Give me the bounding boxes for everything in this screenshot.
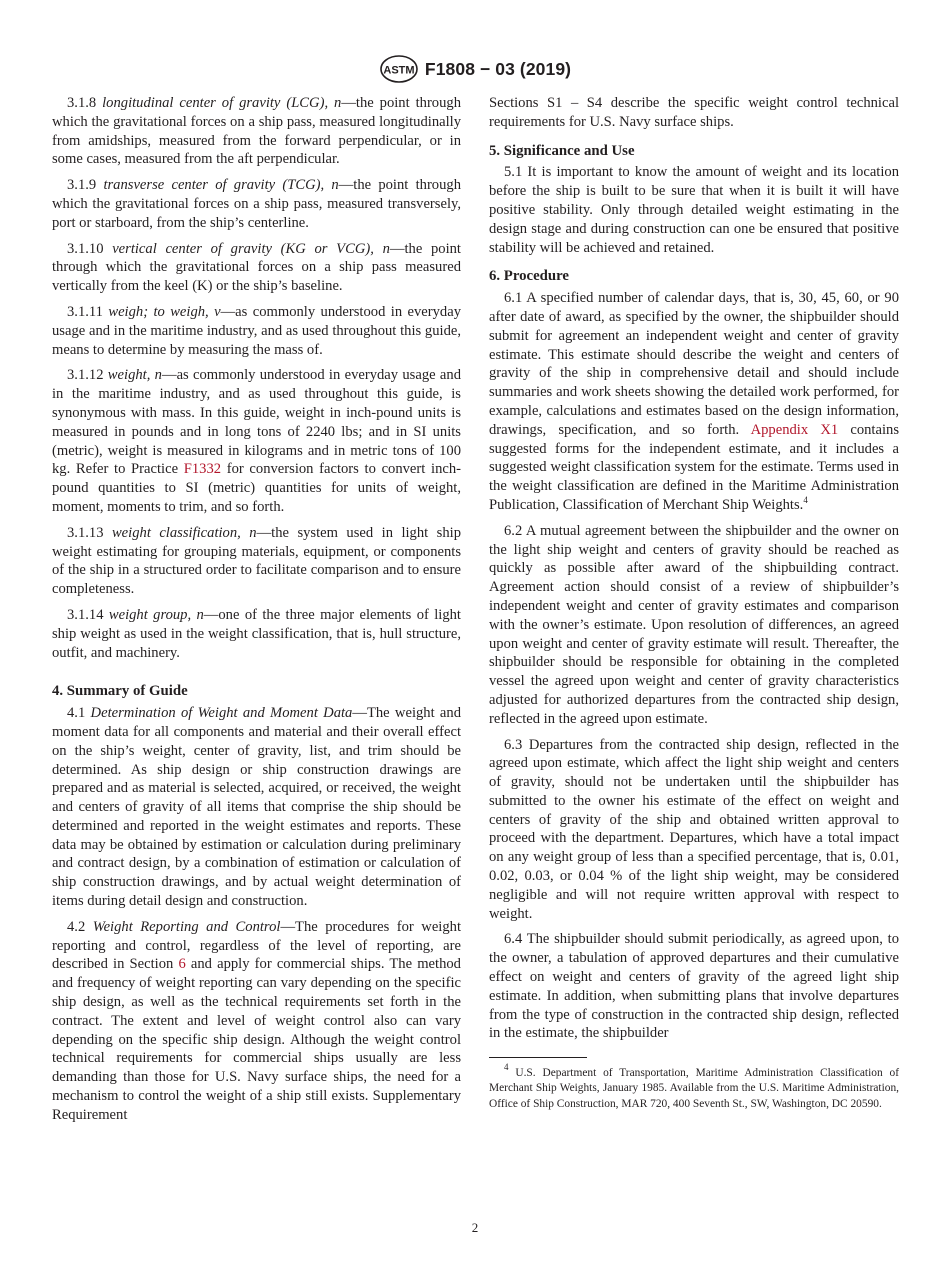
- definition-3-1-9: 3.1.9 transverse center of gravity (TCG), n—the point through which the gravitational forces on a ship pass, measured transversely, port or starboard, from the ship’s centerline.: [52, 177, 461, 231]
- section-5-heading: 5. Significance and Use: [489, 142, 635, 159]
- paragraph-6-2: 6.2 A mutual agreement between the shipbuilder and the owner on the light ship weight and centers of gravity should be reached as quickly as possible after award of the shipbuilding contract. Agreement action should consist of a review of shipbuilder’s independent weight and center of gravity estimates and comparison with the owner’s estimate. Upon resolution of differences, an agreed upon weight and center of gravity estimate will result. Thereafter, the shipbuilder should be responsible for obtaining in the completed vessel the agreed upon weight and center of gravity characteristics adjusted for authorized departures from the contracted ship design, reflected in the agreed upon estimate.: [489, 522, 899, 727]
- page-header: [0, 52, 950, 86]
- definition-3-1-13: 3.1.13 weight classification, n—the system used in light ship weight estimating for grouping materials, equipment, or components of the ship in a structured order to facilitate comparison and to ensure completeness.: [52, 524, 461, 598]
- paragraph-6-4: 6.4 The shipbuilder should submit periodically, as agreed upon, to the owner, a tabulation of approved departures and their cumulative effect on weight and centers of gravity of the agreed light ship estimate. In addition, when submitting plans that involve departures from the type of construction in the contracted ship design, reflected in the estimate, the shipbuilder: [489, 931, 899, 1042]
- footnote-divider: [489, 1057, 587, 1058]
- appendix-x1-link[interactable]: Appendix X1: [750, 421, 839, 438]
- section-4-heading: 4. Summary of Guide: [52, 683, 188, 700]
- left-column: [52, 94, 461, 1132]
- footnote-4: $^4$ U.S. Department of Transportation, Maritime Administration Classification of Merchant Ship Weights, January 1985. Available from the U.S. Maritime Administration, Office of Ship Construction, MAR 720, 400 Seventh St., SW, Washington, DC 20590.: [489, 1062, 899, 1110]
- definition-3-1-14: 3.1.14 weight group, n—one of the three major elements of light ship weight as used in the weight classification, that is, hull structure, outfit, and machinery.: [52, 606, 461, 661]
- page-number: 2: [471, 1220, 479, 1235]
- section-6-link[interactable]: 6: [178, 956, 186, 973]
- definition-3-1-10: 3.1.10 vertical center of gravity (KG or VCG), n—the point through which the gravitational forces on a ship pass measured vertically from the keel (K) or the ship’s baseline.: [52, 240, 461, 295]
- practice-f1332-link[interactable]: F1332: [183, 461, 222, 478]
- document-designation: F1808 − 03 (2019): [424, 58, 572, 79]
- paragraph-4-2-continued: Sections S1 – S4 describe the specific weight control technical requirements for U.S. Navy surface ships.: [489, 95, 899, 130]
- paragraph-4-1: 4.1 Determination of Weight and Moment Data—The weight and moment data for all components and material and their overall effect on the ship’s weight, center of gravity, list, and trim should be determined. As ship design or ship construction drawings are prepared and as material is selected, acquired, or received, the weight and centers of gravity of all items that comprise the ship should be determined and reported in the weight estimates and reports. These data may be obtained by estimation or calculation during preliminary and contract design, by a combination of estimation or calculation of ship construction drawings, and by actual weight determination of items during detail design and construction.: [52, 705, 462, 910]
- right-column: [489, 94, 899, 1112]
- section-6-heading: 6. Procedure: [489, 268, 569, 285]
- svg-text:ASTM: ASTM: [383, 64, 415, 77]
- definition-3-1-11: 3.1.11 weigh; to weigh, v—as commonly understood in everyday usage and in the maritime industry, and as used throughout this guide, means to determine by measuring the mass of.: [52, 303, 461, 358]
- paragraph-5-1: 5.1 It is important to know the amount of weight and its location before the ship is built to be sure that when it is built it will have positive stability. Only through detailed weight estimating in the design stage and during construction can one be ensured that positive stability will be achieved and retained.: [489, 164, 899, 256]
- definition-3-1-12: 3.1.12 weight, n—as commonly understood in everyday usage and in the maritime industry, and as used throughout this guide, is synonymous with mass. In this guide, weight in inch-pound units is measured in pounds and in long tons of 2240 lbs; and in SI units (metric), weight is measured in kilograms and in metric tons of 100 kg. Refer to Practice F1332 for conversion factors to convert inch-pound quantities to SI (metric) quantities for units of weight, moment, moments to trim, and so forth.: [52, 367, 461, 515]
- footnote-4-marker[interactable]: 4: [803, 494, 808, 505]
- paragraph-4-2: 4.2 Weight Reporting and Control—The procedures for weight reporting and control, regardless of the level of reporting, are described in Section 6 and apply for commercial ships. The method and frequency of weight reporting can vary depending on the specific ship design, as well as the technical requirements set forth in the contract. The extent and level of weight control also can vary depending on the specific ship design. Although the weight control technical requirements for commercial ships usually are less demanding than those for U.S. Navy surface ships, the need for a mechanism to control the weight of a ship still exists. Supplementary Requirement: [52, 918, 462, 1123]
- paragraph-6-3: 6.3 Departures from the contracted ship design, reflected in the agreed upon estimate, which affect the light ship weight and centers of gravity, should not be undertaken until the shipbuilder has submitted to the owner his estimate of the effect on weight and centers of gravity of the ship and obtained written approval to proceed with the department. Departures, which have a total impact on any weight group of less than a specified percentage, that is, 0.01, 0.02, 0.03, or 0.04 % of the light ship weight, may be considered negligible and will not require written approval with respect to weight.: [489, 736, 899, 922]
- paragraph-6-1: 6.1 A specified number of calendar days, that is, 30, 45, 60, or 90 after date of award, as specified by the owner, the shipbuilder should submit for agreement an independent weight and center of gravity estimate. This estimate should describe the weight and centers of gravity of the ship in comprehensive detail and should include summaries and work sheets showing the detailed work performed, for example, calculations and estimates based on the design information, drawings, specification, and so forth. Appendix X1 contains suggested forms for the independent estimate, and it includes a suggested weight classification system for the estimate. Terms used in the weight classification are defined in the Maritime Administration Publication, Classification of Merchant Ship Weights.$^4$: [489, 290, 899, 513]
- definition-3-1-8: 3.1.8 longitudinal center of gravity (LCG), n—the point through which the gravitational forces on a ship pass, measured longitudinally from amidships, measured from the forward perpendicular, or in some cases, measured from the aft perpendicular.: [52, 95, 461, 168]
- astm-logo-icon: [379, 54, 419, 84]
